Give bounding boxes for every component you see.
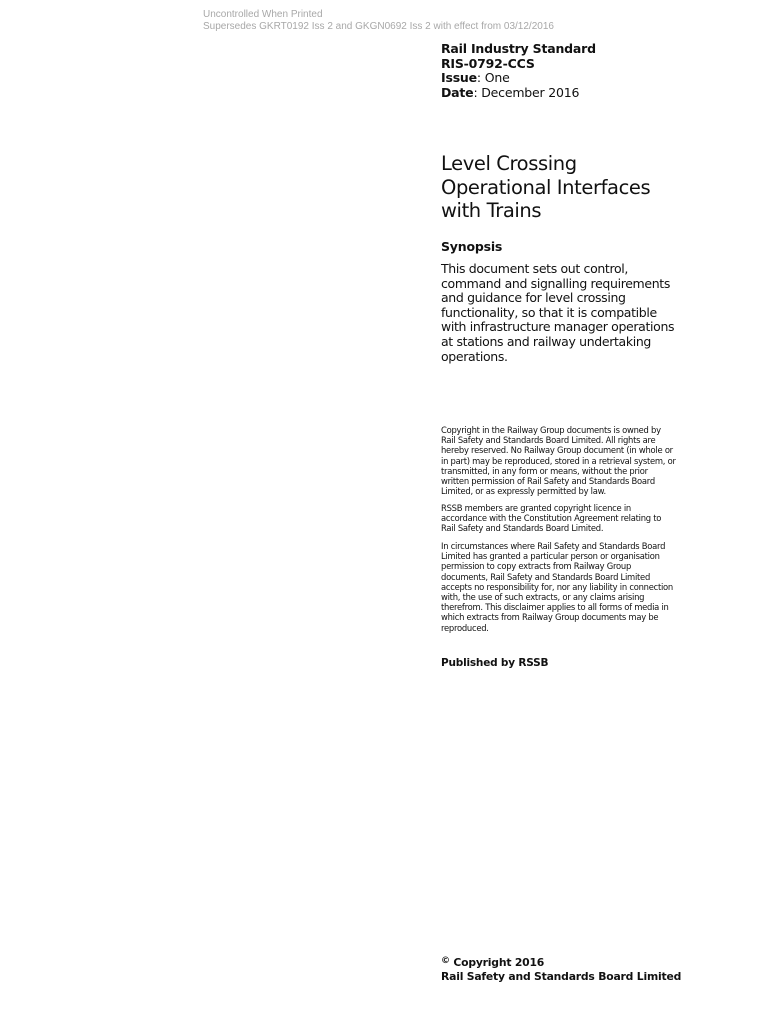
uncontrolled-watermark [203,9,554,33]
synopsis-heading: Synopsis [441,239,503,254]
copyright-footer [441,955,741,983]
copyright-symbol: © [441,956,450,966]
date-value: : December 2016 [473,84,580,100]
document-number: RIS-0792-CCS [441,55,535,71]
watermark-line-1: Uncontrolled When Printed [203,9,323,20]
copyright-owner: Rail Safety and Standards Board Limited [441,969,682,983]
issue-value: : One [476,70,510,85]
licence-paragraph: RSSB members are granted copyright licence in accordance with the Constitution Agreement relating to Rail Safety and Standards Board Limited. [441,503,662,534]
date-line [441,86,741,101]
document-title [441,152,741,223]
issue-label: Issue [441,70,477,85]
copyright-line-1 [441,955,741,970]
issue-line [441,71,741,86]
date-label: Date [441,84,474,100]
published-by: Published by RSSB [441,657,549,669]
title-line-3: with Trains [441,199,542,222]
watermark-line-2: Supersedes GKRT0192 Iss 2 and GKGN0692 Iss 2 with effect from 03/12/2016 [203,21,554,32]
document-header [441,42,741,100]
copyright-year: Copyright 2016 [449,956,545,969]
title-line-2: Operational Interfaces [441,175,651,199]
copyright-notice-paragraph: Copyright in the Railway Group documents is owned by Rail Safety and Standards Board Limited. All rights are hereby reserved. No Railway Group document (in whole or in part) may be reproduced, stored in a retrieval system, or transmitted, in any form or means, without the prior written permission of Rail Safety and Standards Board Limited, or as expressly permitted by law. [441,425,676,497]
title-line-1: Level Crossing [441,152,577,175]
standard-type: Rail Industry Standard [441,41,596,56]
disclaimer-paragraph: In circumstances where Rail Safety and Standards Board Limited has granted a particular person or organisation permission to copy extracts from Railway Group documents, Rail Safety and Standards Board Limited accepts no responsibility for, nor any liability in connection with, the use of such extracts, or any claims arising therefrom. This disclaimer applies to all forms of media in which extracts from Railway Group documents may be reproduced. [441,541,673,633]
synopsis-body: This document sets out control, command and signalling requirements and guidance for level crossing functionality, so that it is compatible with infrastructure manager operations at stations and railway undertaking operations. [441,261,675,364]
